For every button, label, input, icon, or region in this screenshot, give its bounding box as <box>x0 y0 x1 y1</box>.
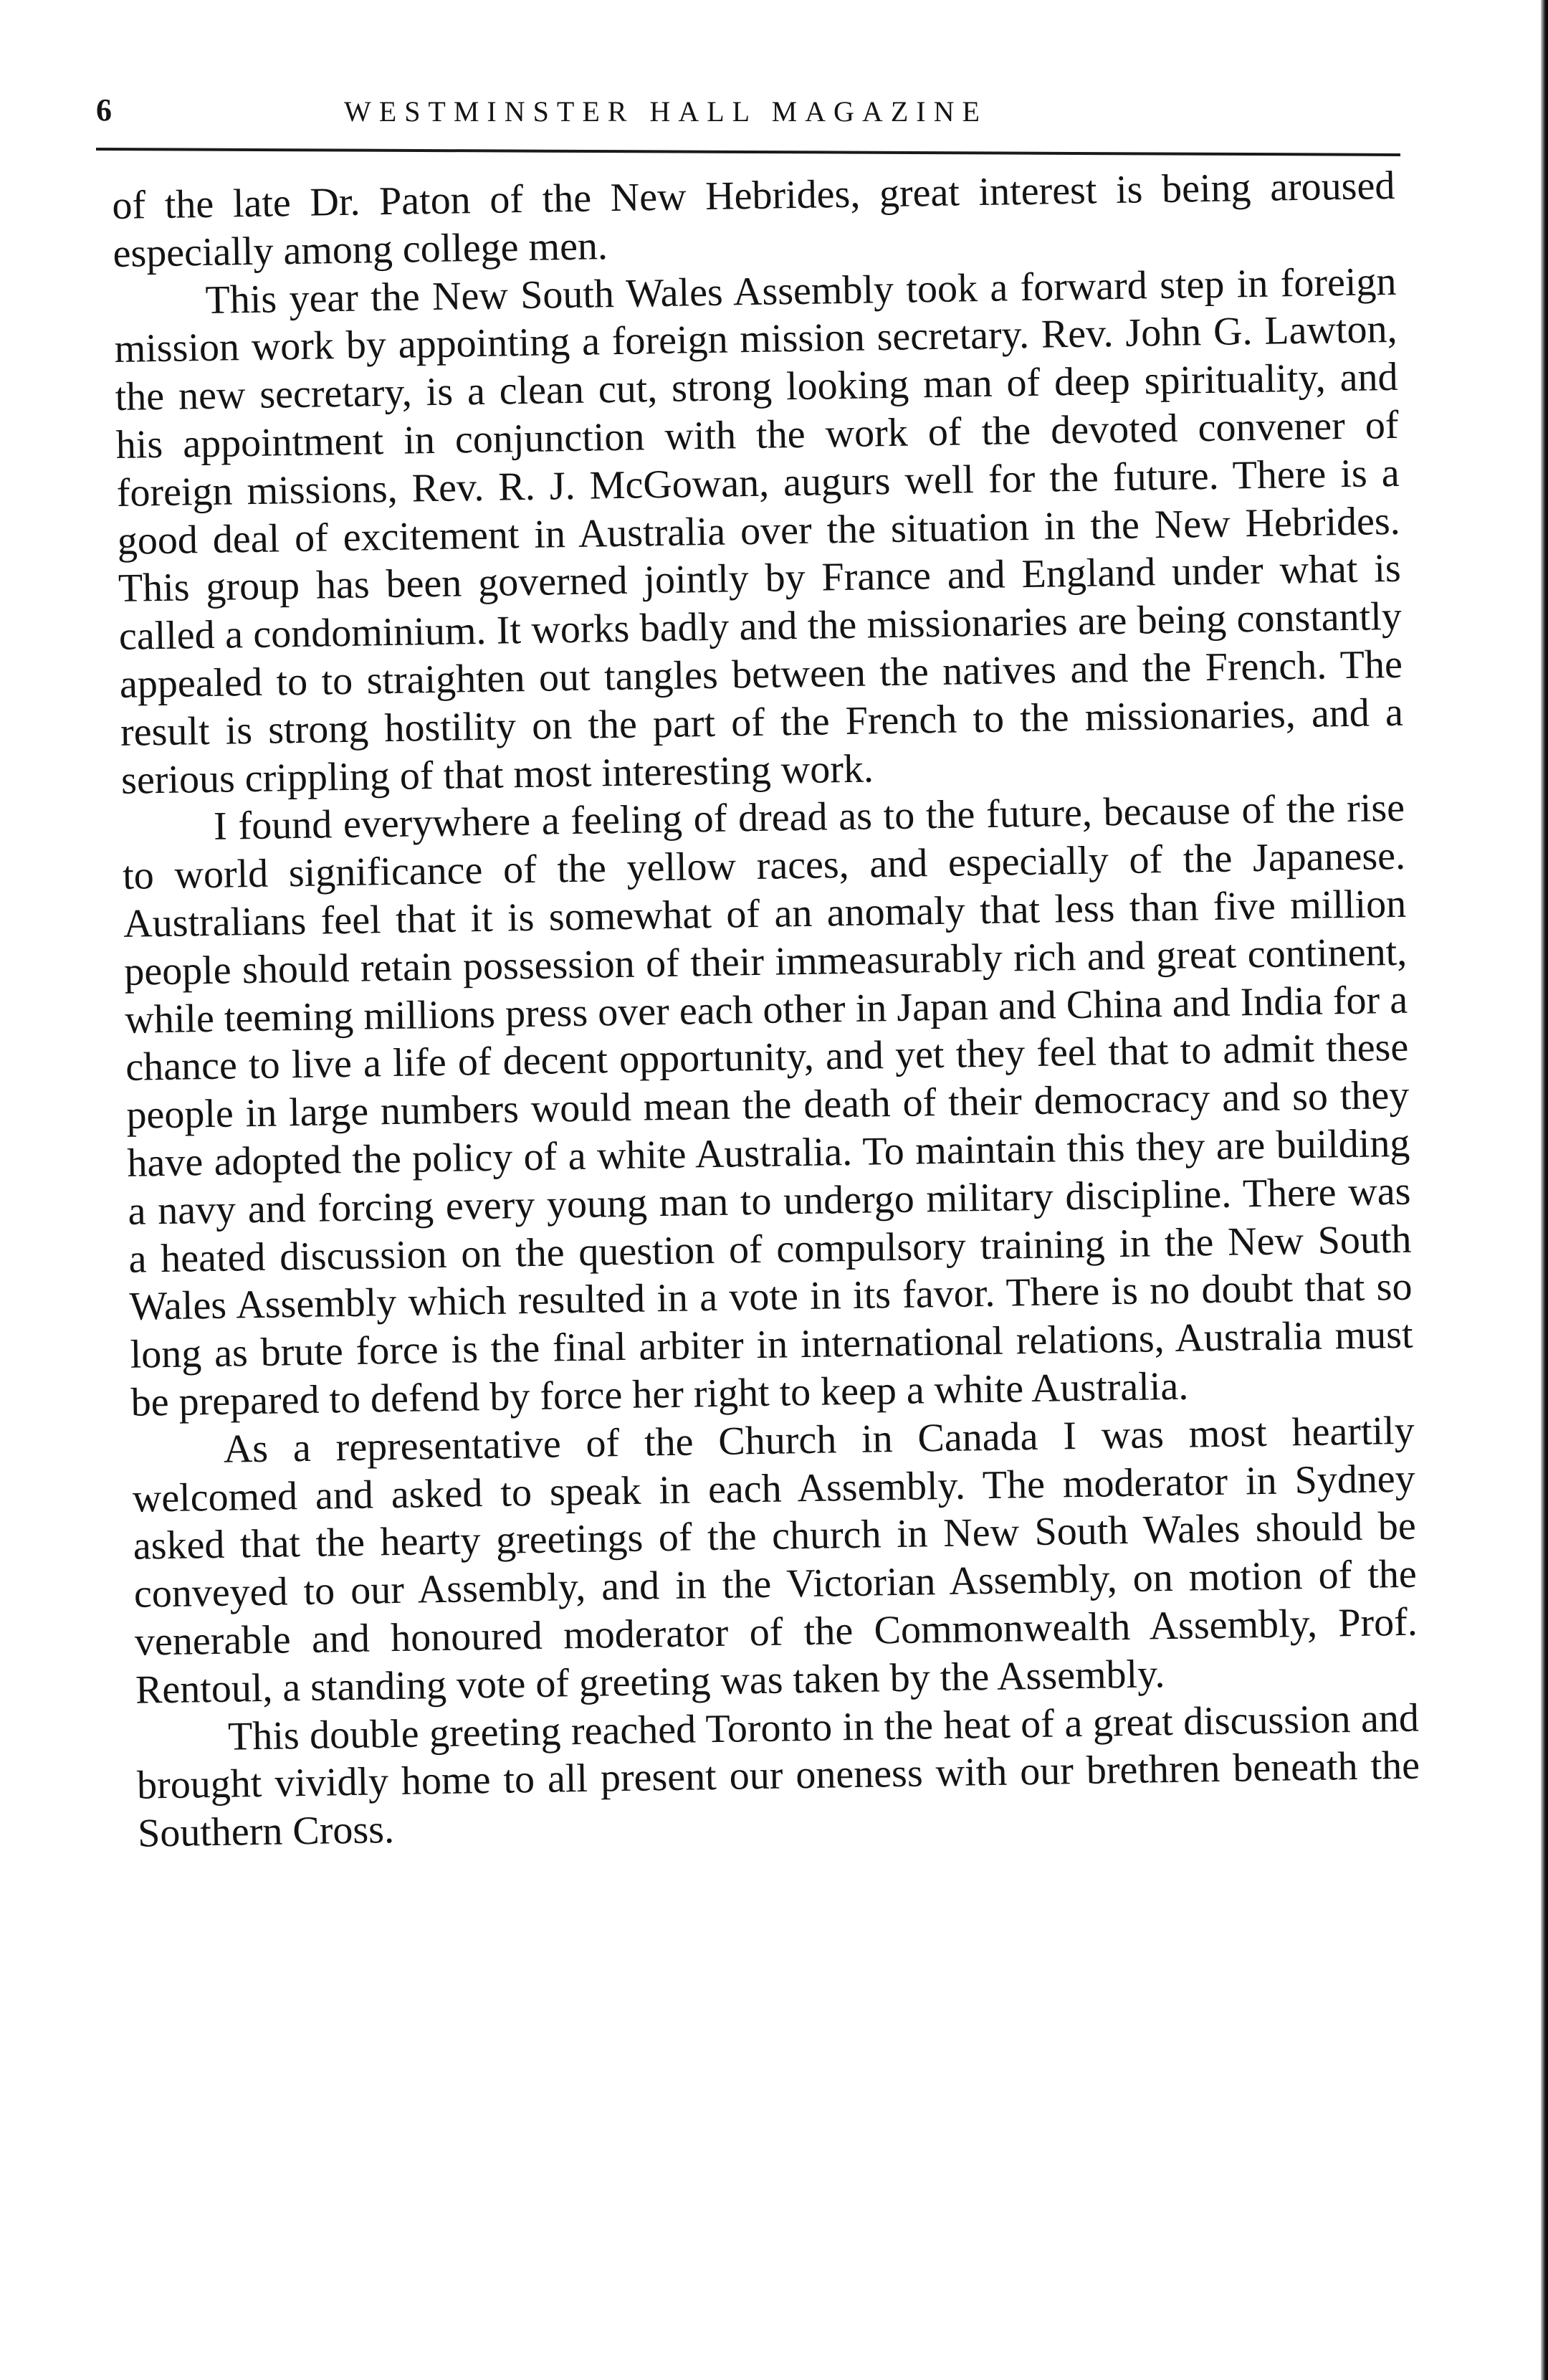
running-title: WESTMINSTER HALL MAGAZINE <box>344 95 988 128</box>
page-number: 6 <box>96 92 113 128</box>
page-header <box>96 85 1400 149</box>
paragraph-white-australia: I found everywhere a feeling of dread as to the future, because of the rise to world significance of the yellow races, and especially of the Japanese. Australians feel that it is somewhat of an anomaly that less than five million people should retain possession of their immeasurably rich and great continent, while teeming millions press over each other in Japan and China and India for a chance to live a life of decent opportunity, and yet they feel that to admit these people in large numbers would mean the death of their democracy and so they have adopted the policy of a white Australia. To maintain this they are building a navy and forcing every young man to undergo military discipline. There was a heated discussion on the question of compulsory training in the New South Wales Assembly which resulted in a vote in its favor. There is no doubt that so long as brute force is the final arbiter in international relations, Australia must be prepared to defend by force her right to keep a white Australia. <box>122 786 1413 1425</box>
paragraph-continued: of the late Dr. Paton of the New Hebrides, great interest is being aroused especially among college men. <box>112 163 1395 276</box>
paragraph-foreign-mission: This year the New South Wales Assembly took a forward step in foreign mission work by appointing a foreign mission secretary. Rev. John G. Lawton, the new secretary, is a clean cut, strong looking man of deep spirituality, and his appointment in conjunction with the work of the devoted convener of foreign missions, Rev. R. J. McGowan, augurs well for the future. There is a good deal of excitement in Australia over the situation in the New Hebrides. This group has been governed jointly by France and England under what is called a condominium. It works badly and the missionaries are being constantly appealed to to straighten out tangles between the natives and the French. The result is strong hostility on the part of the French to the missionaries, and a serious crippling of that most interesting work. <box>114 259 1404 803</box>
paragraph-representative: As a representative of the Church in Canada I was most heartily welcomed and asked to speak in each Assembly. The moderator in Sydney asked that the hearty greetings of the church in New South Wales should be conveyed to our Assembly, and in the Victorian Assembly, on motion of the venerable and honoured moderator of the Commonwealth Assembly, Prof. Rentoul, a standing vote of greeting was taken by the Assembly. <box>132 1408 1418 1713</box>
binding-edge <box>1541 0 1548 2380</box>
paragraph-double-greeting: This double greeting reached Toronto in the heat of a great discussion and brought vividly home to all present our oneness with our brethren beneath the Southern Cross. <box>136 1695 1420 1856</box>
article-body <box>112 162 1421 1858</box>
